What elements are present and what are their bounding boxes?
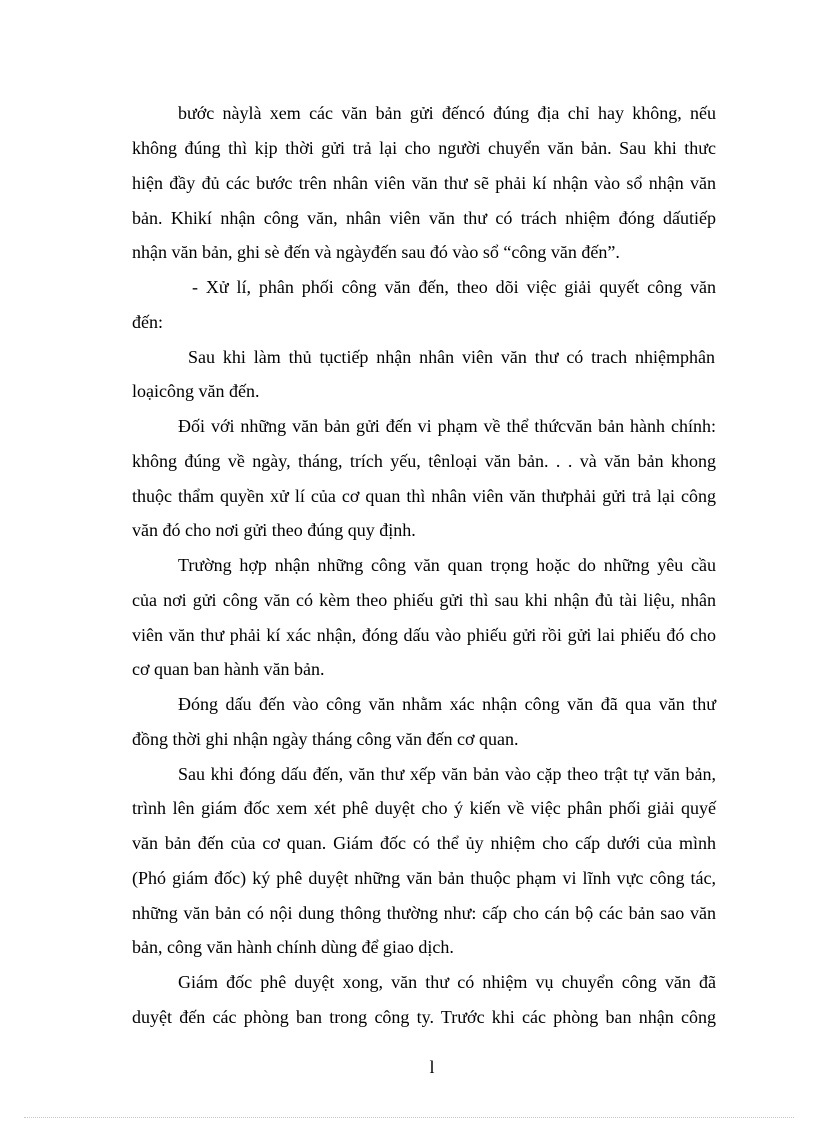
- text-line: loạicông văn đến.: [132, 381, 260, 401]
- text-line: trình lên giám đốc xem xét phê duyệt cho ý kiến về việc phân phối giải quyế: [132, 798, 716, 818]
- text-line: duyệt đến các phòng ban trong công ty. Trước khi các phòng ban nhận công: [132, 1007, 716, 1027]
- text-line: đồng thời ghi nhận ngày tháng công văn đến cơ quan.: [132, 729, 519, 749]
- text-line: văn bản đến của cơ quan. Giám đốc có thể ủy nhiệm cho cấp dưới của mình: [132, 833, 716, 853]
- text-line: bước nàylà xem các văn bản gửi đếncó đúng địa chỉ hay không, nếu: [178, 103, 716, 123]
- text-line: bản, công văn hành chính dùng để giao dịch.: [132, 937, 454, 957]
- text-line: Giám đốc phê duyệt xong, văn thư có nhiệm vụ chuyển công văn đã: [178, 972, 716, 992]
- text-line: hiện đầy đủ các bước trên nhân viên văn thư sẽ phải kí nhận vào sổ nhận văn: [132, 173, 716, 193]
- text-line: - Xử lí, phân phối công văn đến, theo dõi việc giải quyết công văn: [192, 277, 716, 297]
- text-line: Sau khi đóng dấu đến, văn thư xếp văn bản vào cặp theo trật tự văn bản,: [178, 764, 716, 784]
- text-line: thuộc thẩm quyền xử lí của cơ quan thì nhân viên văn thưphải gửi trả lại công: [132, 486, 716, 506]
- text-line: Đóng dấu đến vào công văn nhằm xác nhận công văn đã qua văn thư: [178, 694, 716, 714]
- text-line: không đúng về ngày, tháng, trích yếu, tênloại văn bản. . . và văn bản khong: [132, 451, 716, 471]
- text-line: những văn bản có nội dung thông thường như: cấp cho cán bộ các bản sao văn: [132, 903, 716, 923]
- text-line: của nơi gửi công văn có kèm theo phiếu gửi thì sau khi nhận đủ tài liệu, nhân: [132, 590, 716, 610]
- text-line: viên văn thư phải kí xác nhận, đóng dấu vào phiếu gửi rồi gửi lai phiếu đó cho: [132, 625, 716, 645]
- text-line: văn đó cho nơi gửi theo đúng quy định.: [132, 520, 416, 540]
- text-line: đến:: [132, 312, 163, 332]
- text-line: bản. Khikí nhận công văn, nhân viên văn thư có trách nhiệm đóng dấutiếp: [132, 208, 716, 228]
- page-bottom-divider: [24, 1117, 794, 1118]
- text-line: không đúng thì kịp thời gửi trả lại cho người chuyển văn bản. Sau khi thưc: [132, 138, 716, 158]
- text-line: Trường hợp nhận những công văn quan trọng hoặc do những yêu cầu: [178, 555, 716, 575]
- text-line: Sau khi làm thủ tụctiếp nhận nhân viên văn thư có trach nhiệmphân: [188, 347, 715, 367]
- text-line: nhận văn bản, ghi sè đến và ngàyđến sau đó vào sổ “công văn đến”.: [132, 242, 620, 262]
- text-line: cơ quan ban hành văn bản.: [132, 659, 325, 679]
- page-number: l: [429, 1057, 435, 1077]
- text-line: Đối với những văn bản gửi đến vi phạm về thể thứcvăn bản hành chính:: [178, 416, 716, 436]
- text-line: (Phó giám đốc) ký phê duyệt những văn bản thuộc phạm vi lĩnh vực công tác,: [132, 868, 716, 888]
